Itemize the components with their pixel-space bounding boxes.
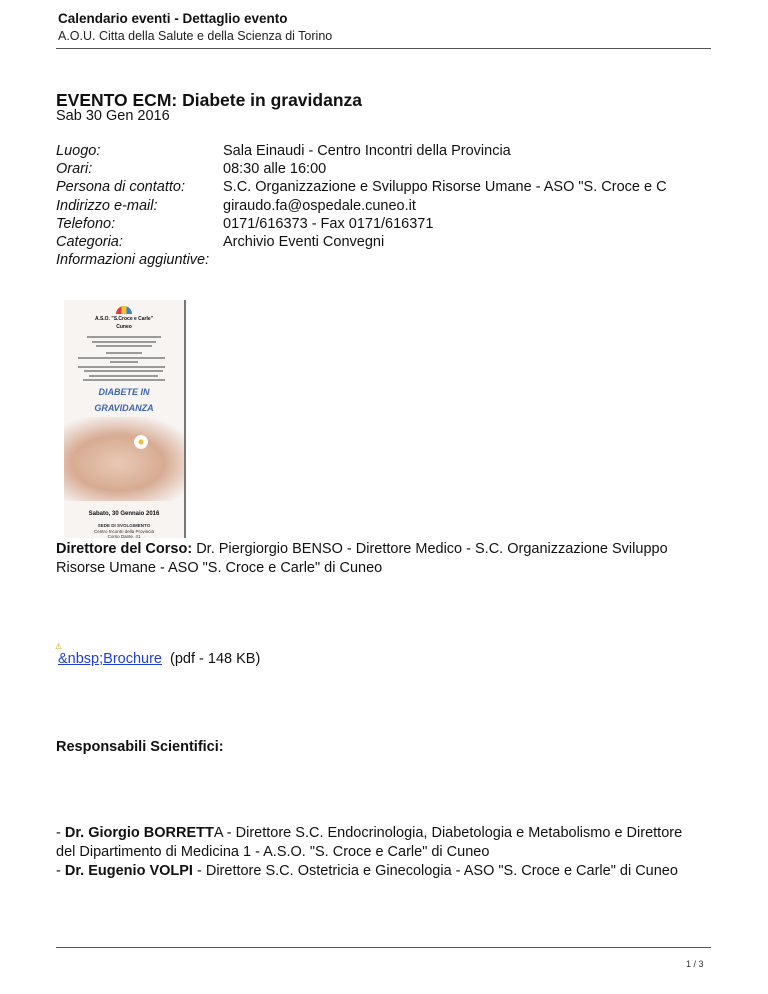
- detail-value: Sala Einaudi - Centro Incontri della Provincia: [223, 143, 511, 159]
- list-item: [56, 862, 696, 881]
- footer-divider: [56, 947, 711, 948]
- brochure-venue-label: SEDE DI SVOLGIMENTO: [97, 523, 151, 528]
- detail-row-informazioni: [56, 251, 667, 269]
- pdf-icon: ⚠: [55, 642, 63, 651]
- detail-label: Luogo:: [56, 143, 101, 159]
- detail-row-orari: [56, 160, 667, 178]
- detail-label: Orari:: [56, 161, 93, 178]
- brochure-org: A.S.O. "S.Croce e Carle": [94, 316, 154, 322]
- detail-label: Indirizzo e-mail:: [56, 197, 158, 214]
- director-text: Dr. Piergiorgio BENSO - Direttore Medico - S.C. Organizzazione Sviluppo Risorse Umane - ASO "S. Croce e Carle" di Cuneo: [56, 541, 668, 576]
- detail-row-telefono: [56, 215, 667, 233]
- event-title: EVENTO ECM: Diabete in gravidanza: [56, 90, 362, 110]
- list-item: [56, 824, 696, 862]
- brochure-venue: [64, 523, 184, 538]
- brochure-title-1: DIABETE IN: [98, 387, 150, 397]
- brochure-download-link[interactable]: &nbsp;Brochure: [58, 651, 162, 667]
- course-director: [56, 540, 696, 578]
- person-name: Dr. Eugenio VOLPI: [64, 863, 193, 879]
- flower-icon: [134, 435, 148, 449]
- header-divider: [56, 48, 711, 49]
- person-role: A - Direttore S.C. Endocrinologia, Diabetologia e Metabolismo e Direttore del Dipartimento di Medicina 1 - A.S.O. "S. Croce e Carle" di Cuneo: [56, 825, 683, 860]
- attachment-row: [58, 651, 260, 667]
- detail-label: Persona di contatto:: [56, 179, 185, 196]
- brochure-venue-line: Corso Dante, 41: [107, 534, 141, 538]
- page-header-subtitle: A.O.U. Citta della Salute e della Scienza di Torino: [58, 29, 333, 43]
- page-header-title: Calendario eventi - Dettaglio evento: [58, 11, 288, 26]
- responsabili-heading: Responsabili Scientifici:: [56, 739, 224, 755]
- director-label: Direttore del Corso:: [56, 541, 193, 557]
- brochure-title-2: GRAVIDANZA: [94, 403, 154, 413]
- detail-row-email: [56, 197, 667, 215]
- detail-value: 08:30 alle 16:00: [223, 161, 327, 178]
- list-bullet: -: [56, 863, 65, 879]
- list-bullet: -: [56, 825, 65, 841]
- pregnancy-photo: [64, 417, 184, 501]
- detail-row-luogo: [56, 142, 667, 160]
- brochure-venue-line: Centro Incontri della Provincia: [93, 528, 155, 534]
- detail-row-categoria: [56, 233, 667, 251]
- brochure-date: Sabato, 30 Gennaio 2016: [88, 511, 160, 517]
- detail-label: Informazioni aggiuntive:: [56, 252, 210, 269]
- detail-value: S.C. Organizzazione e Sviluppo Risorse Umane - ASO "S. Croce e C: [223, 179, 667, 196]
- detail-label: Categoria:: [56, 234, 123, 251]
- responsabili-list: [56, 824, 696, 881]
- page-number: 1 / 3: [686, 959, 704, 969]
- detail-row-contatto: [56, 178, 667, 196]
- hospital-logo-icon: [116, 306, 132, 314]
- event-date: Sab 30 Gen 2016: [56, 108, 170, 124]
- detail-value: giraudo.fa@ospedale.cuneo.it: [223, 197, 416, 214]
- person-role: - Direttore S.C. Ostetricia e Ginecologia - ASO "S. Croce e Carle" di Cuneo: [192, 863, 678, 879]
- brochure-cover-image: [64, 300, 186, 538]
- brochure-fine-print: [78, 336, 170, 381]
- detail-value: 0171/616373 - Fax 0171/616371: [223, 215, 434, 232]
- event-details: [56, 142, 667, 269]
- attachment-meta: (pdf - 148 KB): [161, 651, 261, 667]
- brochure-city: Cuneo: [116, 324, 132, 330]
- detail-label: Telefono:: [56, 215, 116, 232]
- person-name: Dr. Giorgio BORRETT: [64, 825, 214, 841]
- detail-value: Archivio Eventi Convegni: [223, 234, 385, 251]
